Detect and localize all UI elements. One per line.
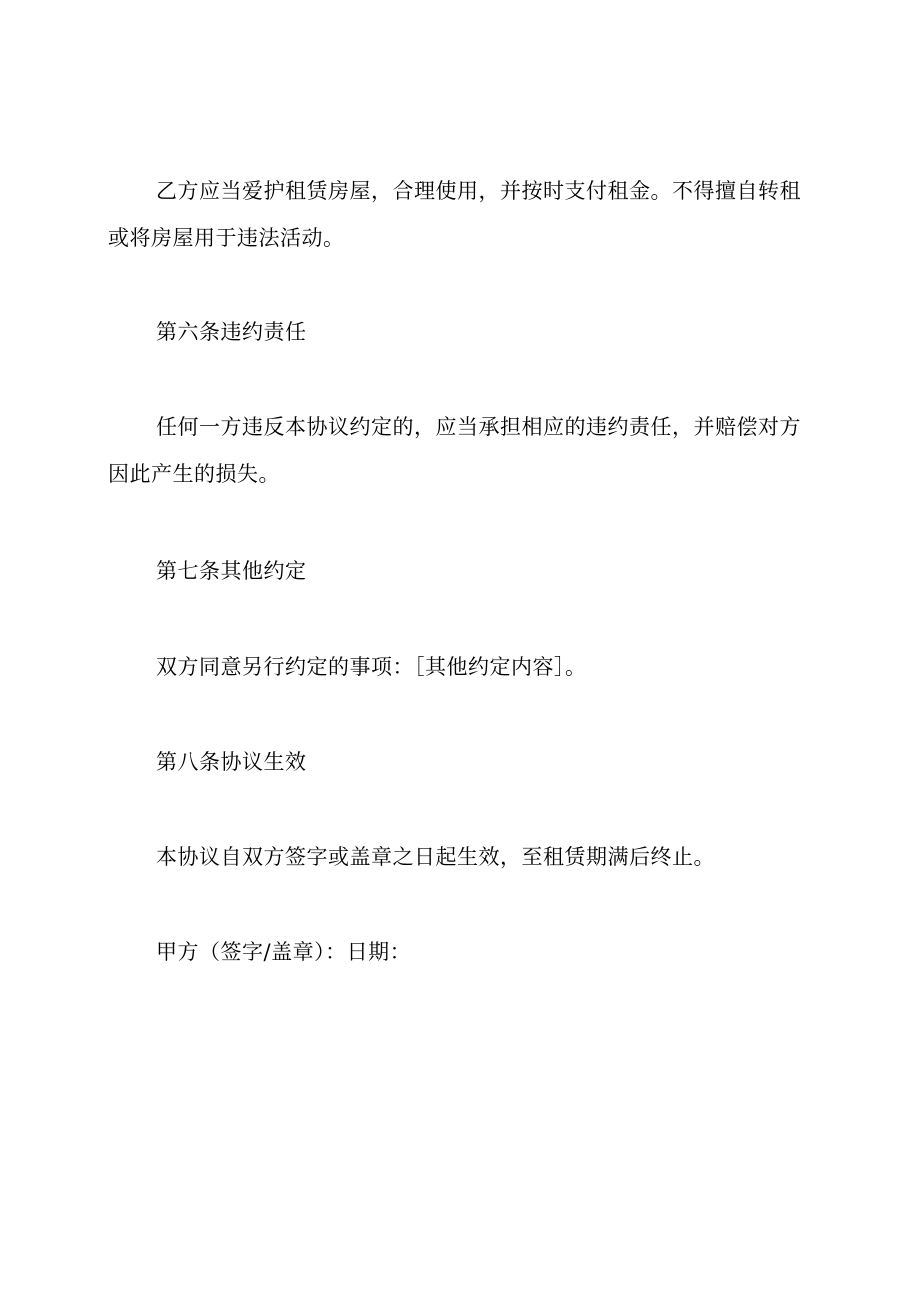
article6-heading: 第六条违约责任 <box>156 320 307 344</box>
article8-paragraph: 本协议自双方签字或盖章之日起生效，至租赁期满后终止。 <box>156 845 715 869</box>
article8-heading: 第八条协议生效 <box>156 750 307 774</box>
tenant-duty-paragraph: 乙方应当爱护租赁房屋，合理使用，并按时支付租金。不得擅自转租或将房屋用于违法活动。 <box>108 179 801 250</box>
signature-line: 甲方（签字/盖章）：日期： <box>156 940 412 964</box>
article7-paragraph: 双方同意另行约定的事项：［其他约定内容］。 <box>156 655 587 679</box>
article6-paragraph: 任何一方违反本协议约定的，应当承担相应的违约责任，并赔偿对方因此产生的损失。 <box>108 415 801 486</box>
article7-heading: 第七条其他约定 <box>156 559 307 583</box>
